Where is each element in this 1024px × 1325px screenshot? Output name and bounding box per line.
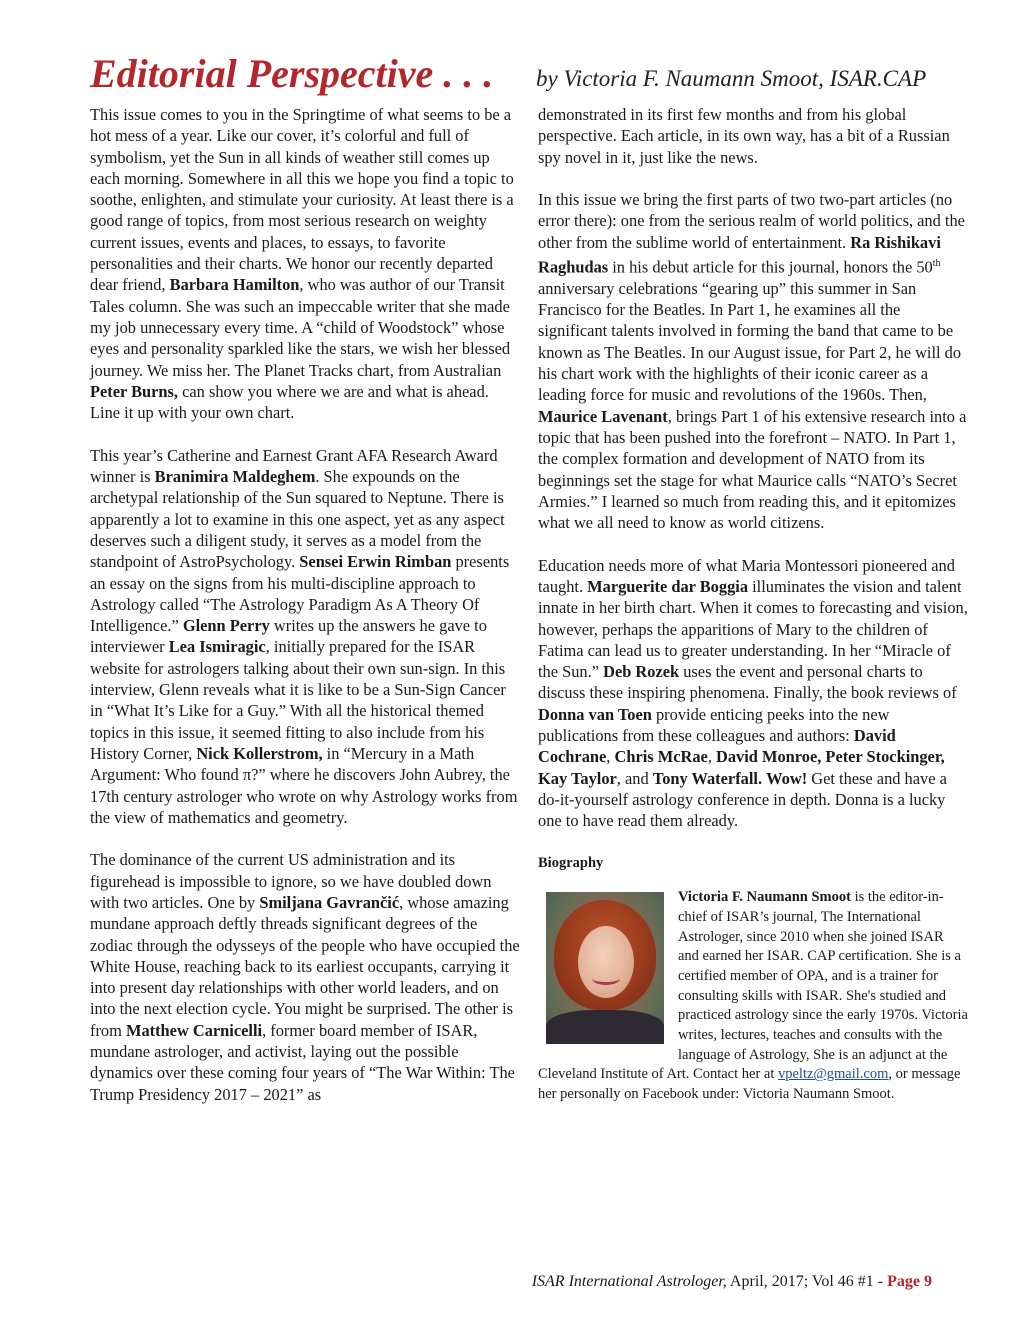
name-ra-rishikavi: Ra Rishikavi Raghudas: [538, 232, 941, 277]
paragraph: The dominance of the current US administration and its figurehead is impossible to ignore, so we have doubled down with two articles. One by Smiljana Gavrančić, whose amazing mundane approach deftly threads significant degrees of the zodiac through the odysseys of the people who have occupied the White House, reaching back to its earliest occupants, carrying it into present day relationships with other world leaders, and on into the next election cycle. You might be surprised. The other is from Matthew Carnicelli, former board member of ISAR, mundane astrologer, and activist, laying out the possible dynamics over these coming four years of “The War Within: The Trump Presidency 2017 – 2021” as: [90, 850, 520, 1104]
name-authors-group: David Monroe, Peter Stockinger, Kay Taylor: [538, 747, 945, 788]
biography: Victoria F. Naumann Smoot is the editor-in-chief of ISAR’s journal, The International Astrologer, since 2010 when she joined ISAR and earned her ISAR. CAP certification. She is a certified member of OPA, and is a trainer for consulting skills with ISAR. She's studied and practiced astrology since the early 1970s. Victoria writes, lectures, teaches and consults with the language of Astrology, She is an adjunct at the Cleveland Institute of Art. Contact her at vpeltz@gmail.com, or message her personally on Facebook under: Victoria Naumann Smoot.: [538, 889, 968, 1103]
right-column: [538, 104, 968, 1105]
name-glenn-perry: Glenn Perry: [182, 616, 270, 636]
name-matthew-carnicelli: Matthew Carnicelli: [125, 1020, 263, 1040]
biography-heading: Biography: [538, 854, 604, 871]
name-barbara-hamilton: Barbara Hamilton: [169, 275, 300, 295]
author-photo: [546, 892, 664, 1044]
name-smiljana: Smiljana Gavrančić: [259, 892, 400, 912]
page-title: Editorial Perspective . . .: [90, 51, 494, 96]
left-column: [90, 104, 520, 1126]
email-link[interactable]: vpeltz@gmail.com: [778, 1066, 889, 1083]
paragraph: Education needs more of what Maria Montessori pioneered and taught. Marguerite dar Boggia illuminates the vision and talent innate in her birth chart. When it comes to forecasting and vision, however, perhaps the apparitions of Mary to the children of Fatima can lead us to greater understanding. In her “Miracle of the Sun.” Deb Rozek uses the event and personal charts to discuss these inspiring phenomena. Finally, the book reviews of Donna van Toen provide enticing peeks into the new publications from these colleagues and authors: David Cochrane, Chris McRae, David Monroe, Peter Stockinger, Kay Taylor, and Tony Waterfall. Wow! Get these and have a do-it-yourself astrology conference in depth. Donna is a lucky one to have read them already.: [538, 555, 968, 831]
name-chris-mcrae: Chris McRae: [614, 747, 708, 767]
bio-name: Victoria F. Naumann Smoot: [678, 889, 851, 906]
name-lea-ismiragic: Lea Ismiragic: [168, 637, 266, 657]
paragraph: This year’s Catherine and Earnest Grant AFA Research Award winner is Branimira Maldeghem. She expounds on the archetypal relationship of the Sun squared to Neptune. There is apparently a lot to examine in this one aspect, yet as any aspect deserves such a diligent study, it serves as a model from the standpoint of AstroPsychology. Sensei Erwin Rimban presents an essay on the signs from his multi-discipline approach to Astrology called “The Astrology Paradigm As A Theory Of Intelligence.” Glenn Perry writes up the answers he gave to interviewer Lea Ismiragic, initially prepared for the ISAR website for astrologers talking about their own sun-sign. In this interview, Glenn reveals what it is like to be a Sun-Sign Cancer in “What It’s Like for a Guy.” With all the historical themed topics in this issue, it seemed fitting to also include from his History Corner, Nick Kollerstrom, in “Mercury in a Math Argument: Who found π?” where he discovers John Aubrey, the 17th century astrologer who wrote on why Astrology works from the view of mathematics and geometry.: [90, 445, 518, 827]
name-donna-van-toen: Donna van Toen: [538, 704, 652, 724]
page-footer: ISAR International Astrologer, April, 2017; Vol 46 #1 - Page 9: [531, 1273, 932, 1290]
name-deb-rozek: Deb Rozek: [603, 662, 680, 682]
paragraph: This issue comes to you in the Springtime of what seems to be a hot mess of a year. Like our cover, it’s colorful and full of symbolism, yet the Sun in all kinds of weather still comes up each morning. Somewhere in all this we hope you find a topic to soothe, enlighten, and stimulate your curiosity. At least there is a good range of topics, from most serious research on weighty current issues, events and places, to essays, to favorite personalities and their charts. We honor our recently departed dear friend, Barbara Hamilton, who was author of our Transit Tales column. She was such an impeccable writer that she made my job unnecessary every time. A “child of Woodstock” whose eyes and personality sparkled like the stars, we wish her blessed journey. We miss her. The Planet Tracks chart, from Australian Peter Burns, can show you where we are and what is ahead. Line it up with your own chart.: [90, 105, 514, 423]
name-marguerite: Marguerite dar Boggia: [587, 577, 749, 596]
name-nick-kollerstrom: Nick Kollerstrom,: [196, 743, 323, 763]
name-david-cochrane: David Cochrane: [538, 726, 896, 767]
paragraph: In this issue we bring the first parts of two two-part articles (no error there): one from the serious realm of world politics, and the other from the sublime world of entertainment. Ra Rishikavi Raghudas in his debut article for this journal, honors the 50th anniversary celebrations “gearing up” this summer in San Francisco for the Beatles. In Part 1, he examines all the significant talents involved in forming the band that came to be known as The Beatles. In our August issue, for Part 2, he will do his chart work with the highlights of their iconic career as a leading force for music and revolutions of the 1960s. Then, Maurice Lavenant, brings Part 1 of his extensive research into a topic that has been pushed into the forefront – NATO. In Part 1, the complex formation and development of NATO from its beginnings set the stage for what Maurice calls “NATO’s Secret Armies.” I learned so much from reading this, and it epitomizes what we all need to know as world citizens.: [538, 190, 967, 533]
name-branimira: Branimira Maldeghem: [154, 467, 316, 487]
name-maurice-lavenant: Maurice Lavenant: [538, 406, 668, 426]
name-tony-waterfall: Tony Waterfall.: [652, 768, 763, 788]
byline: by Victoria F. Naumann Smoot, ISAR.CAP: [536, 66, 927, 91]
paragraph: demonstrated in its first few months and from his global perspective. Each article, in its own way, has a bit of a Russian spy novel in it, just like the news.: [538, 105, 950, 167]
name-peter-burns: Peter Burns,: [90, 381, 179, 401]
name-erwin-rimban: Sensei Erwin Rimban: [299, 552, 452, 572]
page-number: Page 9: [887, 1273, 932, 1290]
